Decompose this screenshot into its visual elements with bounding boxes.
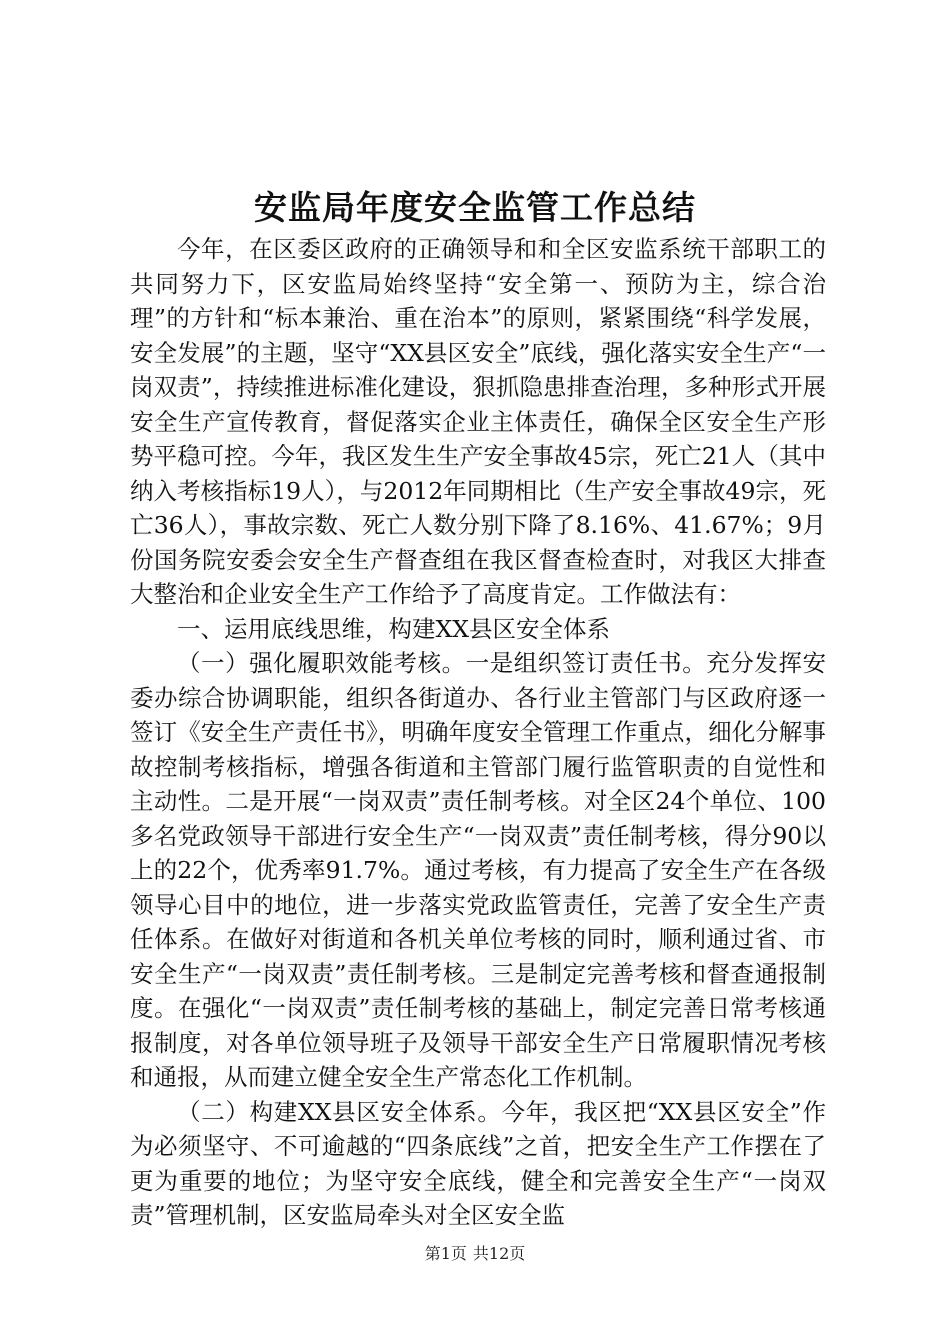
section-heading-1: 一、运用底线思维，构建XX县区安全体系 (177, 614, 610, 643)
document-title: 安监局年度安全监管工作总结 (254, 188, 696, 227)
document-body (130, 232, 826, 1233)
subsection-paragraph-1: （一）强化履职效能考核。一是组织签订责任书。充分发挥安委办综合协调职能，组织各街道办、各行业主管部门与区政府逐一签订《安全生产责任书》，明确年度安全管理工作重点，细化分解事故控制考核指标，增强各街道和主管部门履行监管职责的自觉性和主动性。二是开展“一岗双责”责任制考核。对全区24个单位、100多名党政领导干部进行安全生产“一岗双责”责任制考核，得分90以上的22个，优秀率91.7%。通过考核，有力提高了安全生产在各级领导心目中的地位，进一步落实党政监管责任，完善了安全生产责任体系。在做好对街道和各机关单位考核的同时，顺利通过省、市安全生产“一岗双责”责任制考核。三是制定完善考核和督查通报制度。在强化“一岗双责”责任制考核的基础上，制定完善日常考核通报制度，对各单位领导班子及领导干部安全生产日常履职情况考核和通报，从而建立健全安全生产常态化工作机制。 (130, 649, 826, 1091)
intro-paragraph: 今年，在区委区政府的正确领导和和全区安监系统干部职工的共同努力下，区安监局始终坚持“安全第一、预防为主，综合治理”的方针和“标本兼治、重在治本”的原则，紧紧围绕“科学发展，安全发展”的主题，坚守“XX县区安全”底线，强化落实安全生产“一岗双责”，持续推进标准化建设，狠抓隐患排查治理，多种形式开展安全生产宣传教育，督促落实企业主体责任，确保全区安全生产形势平稳可控。今年，我区发生生产安全事故45宗，死亡21人（其中纳入考核指标19人），与2012年同期相比（生产安全事故49宗，死亡36人），事故宗数、死亡人数分别下降了8.16%、41.67%；9月份国务院安委会安全生产督查组在我区督查检查时，对我区大排查大整治和企业安全生产工作给予了高度肯定。工作做法有： (130, 235, 826, 608)
page-footer (0, 1243, 950, 1265)
page-number: 第1页 (424, 1244, 467, 1263)
page-total: 共12页 (472, 1244, 526, 1263)
subsection-paragraph-2: （二）构建XX县区安全体系。今年，我区把“XX县区安全”作为必须坚守、不可逾越的“四条底线”之首，把安全生产工作摆在了更为重要的地位；为坚守安全底线，健全和完善安全生产“一岗双责”管理机制，区安监局牵头对全区安全监 (130, 1097, 826, 1229)
